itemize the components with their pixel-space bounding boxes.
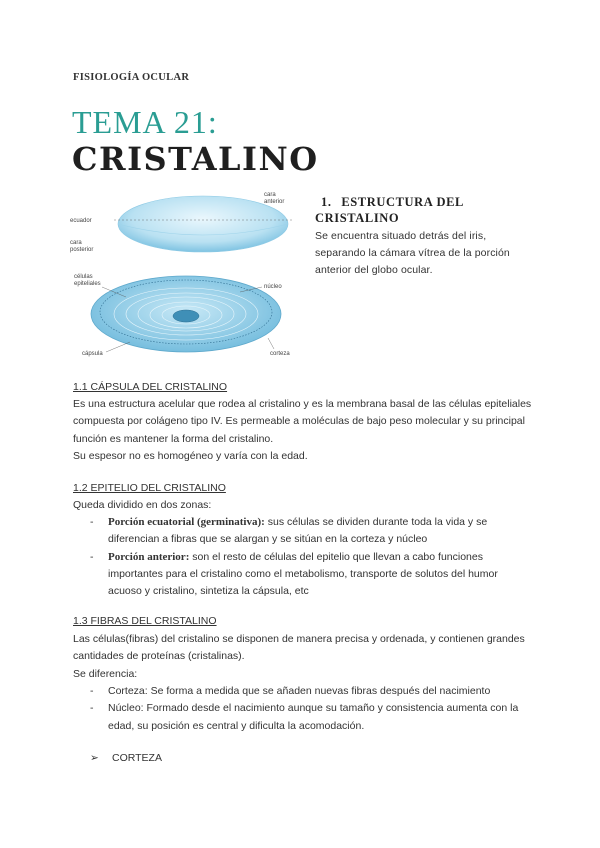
label-cara-anterior-2: anterior xyxy=(264,199,285,205)
section-1-2-title: 1.2 EPITELIO DEL CRISTALINO xyxy=(73,482,226,494)
lens-illustration xyxy=(66,184,306,362)
section-1-3-body xyxy=(73,631,533,683)
list-item-text: sus células se dividen durante toda la vida y se diferencian a fibras que se alargan y se sitúan en la corteza y núcleo xyxy=(108,516,488,546)
title-cristalino: CRISTALINO xyxy=(72,140,319,178)
section-1-1-body xyxy=(73,396,533,465)
section-1-3-para1: Las células(fibras) del cristalino se disponen de manera precisa y ordenada, y contienen grandes cantidades de proteínas (cristalinas). xyxy=(73,633,525,663)
section-1-body: Se encuentra situado detrás del iris, separando la cámara vítrea de la porción anterior del globo ocular. xyxy=(315,230,510,276)
label-corteza: corteza xyxy=(270,351,290,357)
list-item: - Porción anterior: son el resto de células del epitelio que llevan a cabo funciones importantes para el cristalino como el metabolismo, transporte de solutos del humor acuoso y cristalino, sintetiza la cápsula, etc xyxy=(90,550,498,598)
label-celulas-2: epiteliales xyxy=(74,281,101,287)
list-item-bold: Porción anterior: xyxy=(108,550,190,563)
list-item-text: Núcleo: Formado desde el nacimiento aunque su tamaño y consistencia aumenta con la edad, su posición es central y dificulta la acomodación. xyxy=(108,702,519,732)
list-item: - Corteza: Se forma a medida que se añaden nuevas fibras después del nacimiento xyxy=(90,685,491,697)
arrow-item-text: CORTEZA xyxy=(112,752,162,764)
section-1-2-intro: Queda dividido en dos zonas: xyxy=(73,499,212,511)
section-1-3-list xyxy=(90,683,530,735)
section-1-heading xyxy=(315,194,535,226)
section-1-3-title: 1.3 FIBRAS DEL CRISTALINO xyxy=(73,615,217,627)
list-item-text: son el resto de células del epitelio que llevan a cabo funciones importantes para el cristalino como el metabolismo, transporte de solutos del humor acuoso y cristalino, sintetiza la cápsula, etc xyxy=(108,550,498,598)
section-1-heading-line2: CRISTALINO xyxy=(315,211,400,225)
section-1-1-para1: Es una estructura acelular que rodea al cristalino y es la membrana basal de las células epiteliales compuesta por colágeno tipo IV. Es permeable a moléculas de bajo peso molecular y su principal función es mantener la forma del cristalino. xyxy=(73,398,532,445)
section-1-2-list xyxy=(90,514,530,600)
section-1-number: 1. xyxy=(321,195,332,209)
section-1-heading-line1: ESTRUCTURA DEL xyxy=(341,195,464,209)
section-1-1-title: 1.1 CÁPSULA DEL CRISTALINO xyxy=(73,381,228,393)
list-item: - Núcleo: Formado desde el nacimiento aunque su tamaño y consistencia aumenta con la edad, su posición es central y dificulta la acomodación. xyxy=(90,702,519,732)
label-capsula: cápsula xyxy=(82,351,103,357)
list-item: - Porción ecuatorial (germinativa): sus células se dividen durante toda la vida y se diferencian a fibras que se alargan y se sitúan en la corteza y núcleo xyxy=(90,516,488,546)
label-nucleo: núcleo xyxy=(264,284,282,290)
list-item-text: Corteza: Se forma a medida que se añaden nuevas fibras después del nacimiento xyxy=(108,685,491,697)
list-item-bold: Porción ecuatorial (germinativa): xyxy=(108,516,265,528)
section-1-3-para2: Se diferencia: xyxy=(73,667,138,680)
arrow-list-item xyxy=(90,752,162,764)
header-label: FISIOLOGÍA OCULAR xyxy=(73,72,190,83)
label-celulas-1: células xyxy=(74,274,93,280)
lens-cross-section xyxy=(91,276,281,352)
label-ecuador: ecuador xyxy=(70,218,92,224)
label-cara-anterior-1: cara xyxy=(264,192,276,198)
label-cara-posterior-2: posterior xyxy=(70,247,94,253)
section-1-1-para2: Su espesor no es homogéneo y varía con la edad. xyxy=(73,449,308,462)
arrow-bullet-icon: ➢ xyxy=(90,752,99,764)
title-tema: TEMA 21: xyxy=(72,104,218,140)
label-cara-posterior-1: cara xyxy=(70,240,82,246)
